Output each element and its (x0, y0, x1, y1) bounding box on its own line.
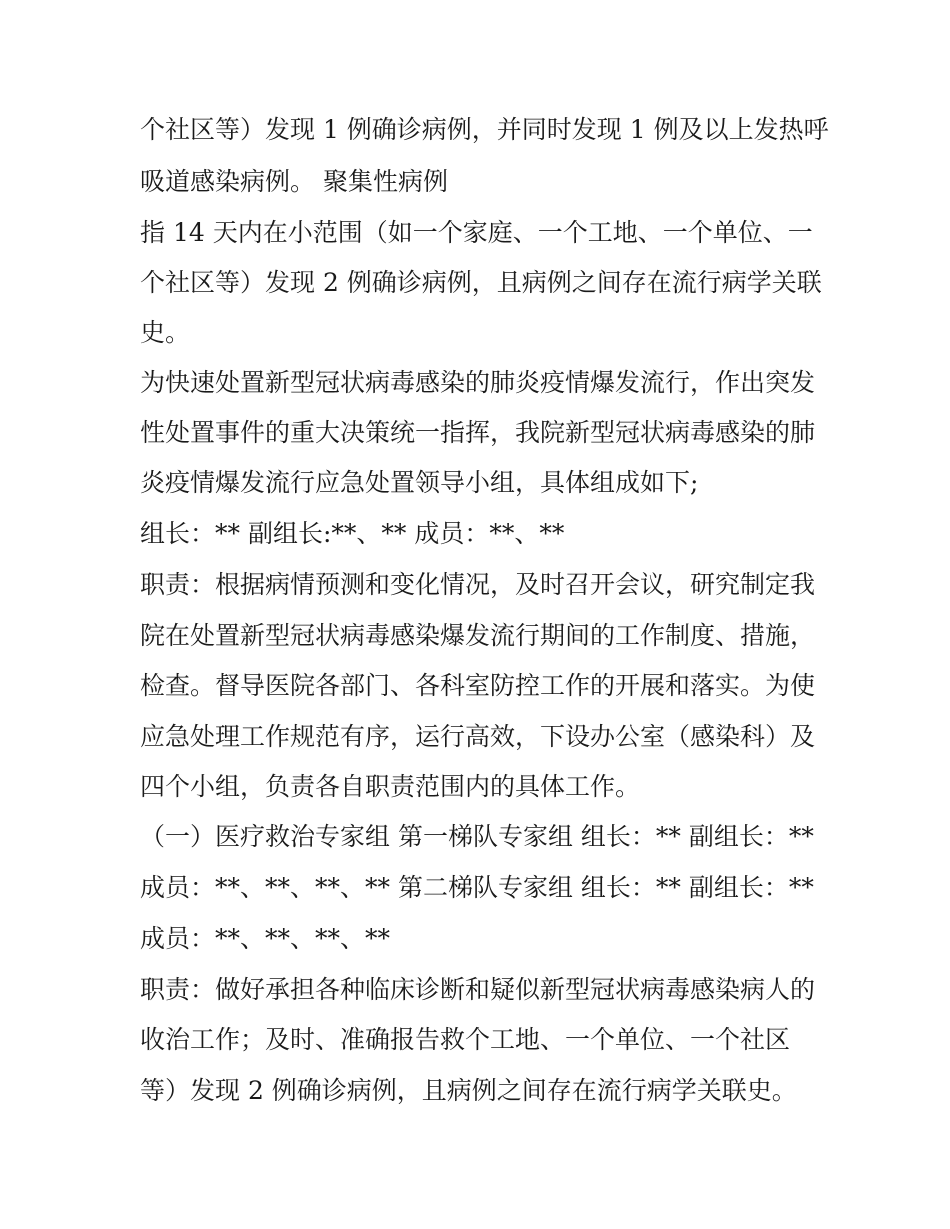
text-line: 性处置事件的重大决策统一指挥，我院新型冠状病毒感染的肺 (140, 418, 816, 447)
text-line: 史。 (140, 318, 191, 347)
text-line: 个社区等）发现 2 例确诊病例，且病例之间存在流行病学关联 (140, 268, 822, 297)
text-line: （一）医疗救治专家组 第一梯队专家组 组长：** 副组长：** (140, 822, 814, 851)
text-line: 等）发现 2 例确诊病例，且病例之间存在流行病学关联史。 (140, 1076, 797, 1105)
text-line: 院在处置新型冠状病毒感染爆发流行期间的工作制度、措施， (140, 621, 816, 650)
text-line: 四个小组，负责各自职责范围内的具体工作。 (140, 772, 641, 801)
text-line: 个社区等）发现 1 例确诊病例，并同时发现 1 例及以上发热呼 (140, 115, 829, 144)
text-line: 吸道感染病例。 聚集性病例 (140, 167, 448, 196)
text-line: 职责：做好承担各种临床诊断和疑似新型冠状病毒感染病人的 (140, 975, 816, 1004)
text-line: 职责：根据病情预测和变化情况，及时召开会议，研究制定我 (140, 570, 816, 599)
text-line: 成员：**、**、**、** 第二梯队专家组 组长：** 副组长：** (140, 873, 814, 902)
text-line: 检查。督导医院各部门、各科室防控工作的开展和落实。为使 (140, 671, 816, 700)
text-line: 应急处理工作规范有序，运行高效，下设办公室（感染科）及 (140, 722, 816, 751)
text-line: 炎疫情爆发流行应急处置领导小组，具体组成如下; (140, 468, 699, 497)
text-line: 为快速处置新型冠状病毒感染的肺炎疫情爆发流行，作出突发 (140, 368, 816, 397)
text-line: 指 14 天内在小范围（如一个家庭、一个工地、一个单位、一 (140, 218, 813, 247)
text-line: 组长：** 副组长:**、** 成员：**、** (140, 519, 565, 548)
text-line: 收治工作；及时、准确报告救个工地、一个单位、一个社区 (140, 1025, 791, 1054)
text-line: 成员：**、**、**、** (140, 924, 391, 953)
